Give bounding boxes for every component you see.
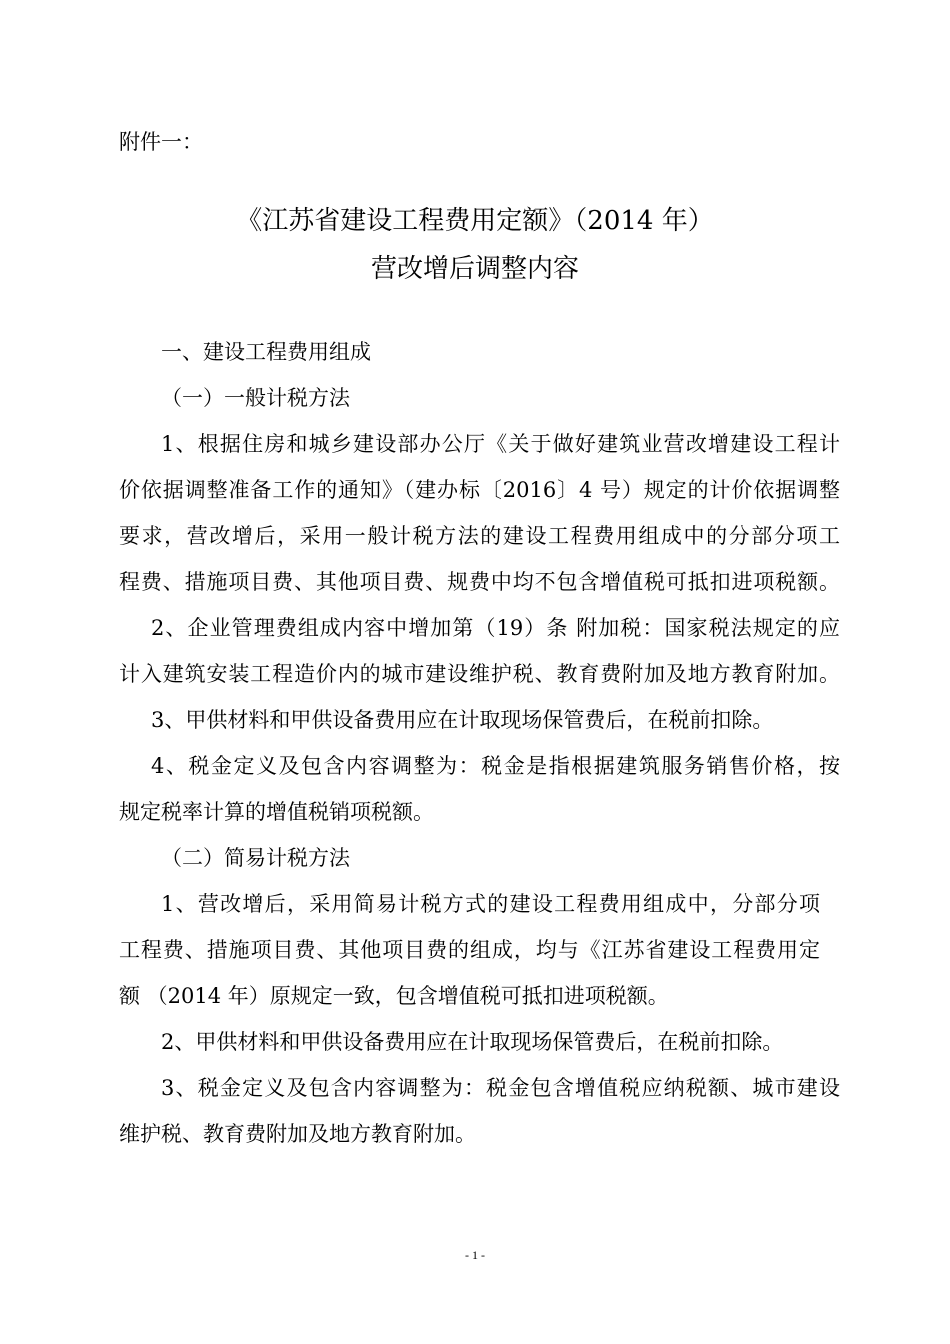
paragraph-line: 2、甲供材料和甲供设备费用应在计取现场保管费后，在税前扣除。 — [161, 1030, 784, 1054]
paragraph-line: 4、税金定义及包含内容调整为：税金是指根据建筑服务销售价格，按 — [151, 754, 840, 778]
document-subtitle: 营改增后调整内容 — [370, 254, 579, 284]
paragraph-line: 要求，营改增后，采用一般计税方法的建设工程费用组成中的分部分项工 — [119, 524, 840, 548]
paragraph-line: 维护税、教育费附加及地方教育附加。 — [119, 1122, 476, 1146]
paragraph-line: 3、税金定义及包含内容调整为：税金包含增值税应纳税额、城市建设 — [161, 1076, 840, 1100]
paragraph-line: 3、甲供材料和甲供设备费用应在计取现场保管费后，在税前扣除。 — [151, 708, 774, 732]
paragraph-line: 程费、措施项目费、其他项目费、规费中均不包含增值税可抵扣进项税额。 — [119, 570, 840, 594]
paragraph-line: 工程费、措施项目费、其他项目费的组成，均与《江苏省建设工程费用定 — [119, 938, 820, 962]
paragraph-line: 计入建筑安装工程造价内的城市建设维护税、教育费附加及地方教育附加。 — [119, 662, 840, 686]
paragraph-line: 规定税率计算的增值税销项税额。 — [119, 800, 434, 824]
paragraph-line: 价依据调整准备工作的通知》（建办标〔2016〕4 号）规定的计价依据调整 — [119, 478, 840, 502]
paragraph-line: 2、企业管理费组成内容中增加第（19）条 附加税：国家税法规定的应 — [151, 616, 840, 640]
paragraph-line: 1、根据住房和城乡建设部办公厅《关于做好建筑业营改增建设工程计 — [161, 432, 840, 456]
document-title: 《江苏省建设工程费用定额》（2014 年） — [236, 206, 714, 236]
paragraph-line: 1、营改增后，采用简易计税方式的建设工程费用组成中，分部分项 — [161, 892, 820, 916]
annex-label: 附件一： — [119, 130, 203, 154]
page-number: - 1 - — [465, 1248, 485, 1262]
subsection-heading: （一）一般计税方法 — [161, 386, 350, 410]
section-heading: 一、建设工程费用组成 — [161, 340, 371, 364]
paragraph-line: 额 （2014 年）原规定一致，包含增值税可抵扣进项税额。 — [119, 984, 669, 1008]
subsection-heading: （二）简易计税方法 — [161, 846, 350, 870]
